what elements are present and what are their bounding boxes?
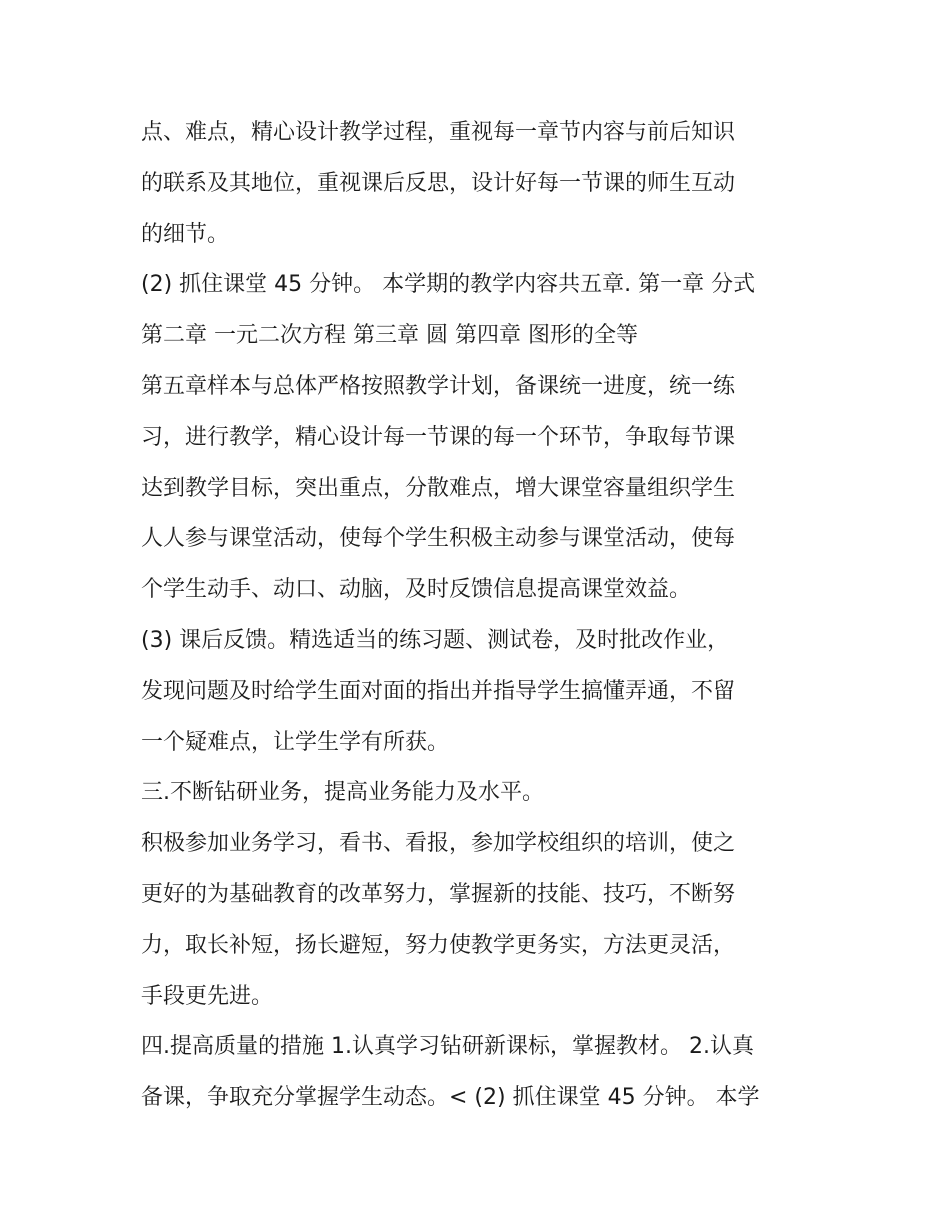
text-line: 点、难点，精心设计教学过程，重视每一章节内容与前后知识 [141,120,736,145]
text-line: 人人参与课堂活动，使每个学生积极主动参与课堂活动，使每 [141,526,736,552]
text-line: 力，取长补短，扬长避短，努力使教学更务实，方法更灵活， [141,932,736,958]
text-line: 第二章 一元二次方程 第三章 圆 第四章 图形的全等 [141,323,638,349]
text-line: (2) 抓住课堂 45 分钟。 本学期的教学内容共五章. 第一章 分式 [141,272,756,298]
document-body [141,108,811,1124]
text-line: 达到教学目标，突出重点，分散难点，增大课堂容量组织学生 [141,475,736,501]
text-line: 第五章样本与总体严格按照教学计划，备课统一进度，统一练 [141,373,736,399]
text-line: (3) 课后反馈。精选适当的练习题、测试卷，及时批改作业， [141,627,730,653]
text-line: 手段更先进。 [141,983,274,1009]
text-line: 发现问题及时给学生面对面的指出并指导学生搞懂弄通，不留 [141,678,736,704]
text-line: 一个疑难点，让学生学有所获。 [141,729,450,755]
text-line: 的细节。 [141,221,230,247]
section-heading: 四.提高质量的措施 1.认真学习钻研新课标，掌握教材。 2.认真 [141,1034,754,1060]
text-line: 习，进行教学，精心设计每一节课的每一个环节，争取每节课 [141,424,736,450]
text-line: 积极参加业务学习，看书、看报，参加学校组织的培训，使之 [141,831,736,857]
text-line: 个学生动手、动口、动脑，及时反馈信息提高课堂效益。 [141,577,692,603]
text-line: 更好的为基础教育的改革努力，掌握新的技能、技巧，不断努 [141,881,736,907]
section-heading: 三.不断钻研业务，提高业务能力及水平。 [141,780,544,806]
text-line: 备课，争取充分掌握学生动态。< (2) 抓住课堂 45 分钟。 本学 [141,1085,760,1111]
text-line: 的联系及其地位，重视课后反思，设计好每一节课的师生互动 [141,170,736,196]
